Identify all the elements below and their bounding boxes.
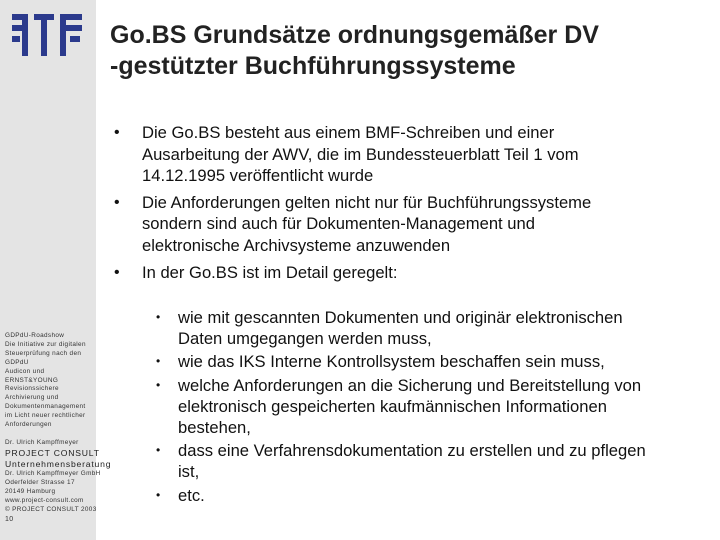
bullet-text-line: Daten umgegangen werden muss, bbox=[178, 329, 432, 349]
sidebar-panel bbox=[0, 0, 112, 540]
page-number: 10 bbox=[5, 516, 14, 524]
sidebar-author: Dr. Ulrich Kampffmeyer bbox=[5, 438, 79, 446]
sidebar-event-line: Dokumentenmanagement bbox=[5, 403, 86, 411]
main-bullet-item bbox=[110, 192, 690, 257]
bullet-text-line: elektronisch gespeicherten kaufmännischen Informationen bbox=[178, 396, 607, 416]
sidebar-event-line: im Licht neuer rechtlicher bbox=[5, 412, 86, 420]
sidebar-event-line: GDPdU-Roadshow bbox=[5, 332, 65, 339]
bullet-text-line: etc. bbox=[178, 485, 205, 505]
bullet-text-line: wie das IKS Interne Kontrollsystem beschaffen sein muss, bbox=[178, 352, 605, 372]
sidebar-event-line: Archivierung und bbox=[5, 394, 59, 402]
sidebar-address-line: www.project-consult.com bbox=[5, 496, 84, 504]
bullet-text-line: 14.12.1995 veröffentlicht wurde bbox=[142, 166, 374, 186]
slide-title bbox=[110, 20, 710, 82]
bullet-text-line: In der Go.BS ist im Detail geregelt: bbox=[142, 262, 398, 282]
sidebar-event-line: Die Initiative zur digitalen bbox=[5, 340, 86, 348]
bullet-text-line: elektronische Archivsysteme anzuwenden bbox=[142, 235, 451, 255]
bullet-text-line: bestehen, bbox=[178, 418, 251, 438]
slide-title-line: -gestützter Buchführungssysteme bbox=[110, 52, 516, 80]
bullet-text-line: ist, bbox=[178, 462, 200, 482]
sidebar-address-line: Dr. Ulrich Kampffmeyer GmbH bbox=[5, 469, 101, 477]
main-bullet-item bbox=[110, 262, 690, 284]
sidebar-event-line: Steuerprüfung nach den bbox=[5, 349, 82, 357]
bullet-dot-icon: • bbox=[156, 443, 161, 458]
sidebar-company-name: PROJECT CONSULT bbox=[5, 447, 100, 458]
bullet-dot-icon: • bbox=[114, 263, 120, 281]
sub-bullet-list bbox=[150, 307, 710, 508]
main-bullet-item bbox=[110, 122, 690, 187]
bullet-dot-icon: • bbox=[156, 310, 161, 324]
bullet-text-line: Die Go.BS besteht aus einem BMF-Schreiben und einer bbox=[142, 123, 555, 142]
bullet-text-line: wie mit gescannten Dokumenten und originär elektronischen bbox=[178, 308, 623, 327]
sub-bullet-item bbox=[150, 351, 710, 372]
sidebar-company-subtitle: Unternehmensberatung bbox=[5, 458, 112, 469]
bullet-dot-icon: • bbox=[156, 354, 161, 369]
sub-bullet-item bbox=[150, 485, 710, 506]
sub-bullet-item bbox=[150, 375, 710, 439]
sidebar-event-line: Audicon und bbox=[5, 367, 45, 375]
bullet-text-line: sondern sind auch für Dokumenten-Management und bbox=[142, 214, 535, 234]
sidebar-footer-text bbox=[5, 332, 112, 525]
sub-bullet-item bbox=[150, 307, 710, 349]
bullet-dot-icon: • bbox=[156, 487, 161, 502]
bullet-text-line: Ausarbeitung der AWV, die im Bundessteuerblatt Teil 1 vom bbox=[142, 144, 579, 164]
sidebar-event-line: Revisionssichere bbox=[5, 385, 59, 393]
sidebar-address-line: 20149 Hamburg bbox=[5, 487, 56, 495]
bullet-dot-icon: • bbox=[156, 377, 161, 392]
sub-bullet-item bbox=[150, 440, 710, 482]
bullet-dot-icon: • bbox=[114, 193, 120, 211]
bullet-text-line: welche Anforderungen an die Sicherung und Bereitstellung von bbox=[178, 375, 642, 395]
slide-title-line: Go.BS Grundsätze ordnungsgemäßer DV bbox=[110, 21, 599, 49]
sidebar-event-line: GDPdU bbox=[5, 358, 29, 366]
bullet-text-line: Die Anforderungen gelten nicht nur für Buchführungssysteme bbox=[142, 192, 592, 212]
sidebar-address-line: Oderfelder Strasse 17 bbox=[5, 478, 75, 486]
project-consult-logo-icon bbox=[12, 14, 84, 56]
main-bullet-list bbox=[110, 122, 690, 288]
sidebar-event-line: Anforderungen bbox=[5, 421, 52, 429]
sidebar-event-line: ERNST&YOUNG bbox=[5, 376, 59, 384]
sidebar-address-line: © PROJECT CONSULT 2003 bbox=[5, 505, 97, 513]
bullet-text-line: dass eine Verfahrensdokumentation zu erstellen und zu pflegen bbox=[178, 441, 646, 461]
bullet-dot-icon: • bbox=[114, 124, 120, 141]
